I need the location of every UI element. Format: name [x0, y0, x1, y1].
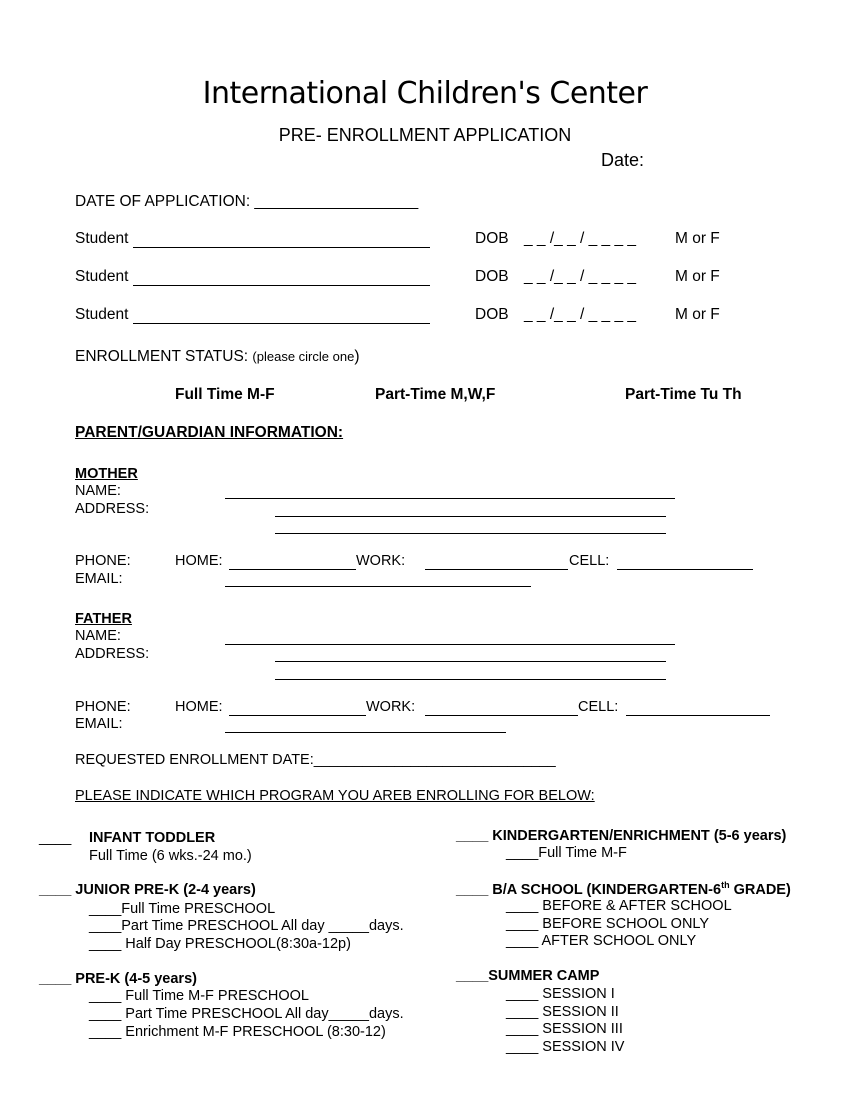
father-cell-phone-field[interactable] — [626, 715, 770, 716]
mother-name-label: NAME: — [75, 483, 121, 499]
ba-school-item[interactable]: ____ BEFORE & AFTER SCHOOL — [506, 898, 732, 914]
dob-label: DOB — [475, 230, 509, 247]
father-address-label: ADDRESS: — [75, 646, 150, 662]
father-heading: FATHER — [75, 611, 132, 627]
prek-item[interactable]: ____ Enrichment M-F PRESCHOOL (8:30-12) — [89, 1024, 386, 1040]
father-home-label: HOME: — [175, 699, 223, 715]
status-option-part-time-tuth[interactable]: Part-Time Tu Th — [625, 386, 742, 403]
mother-email-label: EMAIL: — [75, 571, 123, 587]
sex-field[interactable]: M or F — [675, 230, 720, 247]
junior-prek-item[interactable]: ____Part Time PRESCHOOL All day _____days. — [89, 918, 404, 934]
enrollment-status-close: ) — [354, 348, 360, 365]
father-home-phone-field[interactable] — [229, 715, 366, 716]
mother-cell-phone-field[interactable] — [617, 569, 753, 570]
status-option-part-time-mwf[interactable]: Part-Time M,W,F — [375, 386, 496, 403]
kindergarten-option[interactable]: ____ KINDERGARTEN/ENRICHMENT (5-6 years) — [456, 828, 787, 844]
infant-toddler-subtitle: Full Time (6 wks.-24 mo.) — [89, 848, 252, 864]
mother-work-phone-field[interactable] — [425, 569, 568, 570]
dob-field[interactable]: _ _ /_ _ / _ _ _ _ — [524, 230, 637, 247]
mother-address-field-2[interactable] — [275, 533, 666, 534]
father-address-field-1[interactable] — [275, 661, 666, 662]
summer-camp-session[interactable]: ____ SESSION I — [506, 986, 615, 1002]
father-name-field[interactable] — [225, 644, 675, 645]
father-work-phone-field[interactable] — [425, 715, 578, 716]
program-instruction: PLEASE INDICATE WHICH PROGRAM YOU AREB ENROLLING FOR BELOW: — [75, 788, 595, 804]
student-name-field[interactable] — [133, 285, 430, 286]
requested-enrollment-date-field[interactable]: REQUESTED ENROLLMENT DATE:______________________________ — [75, 752, 556, 768]
sex-field[interactable]: M or F — [675, 268, 720, 285]
enrollment-status-note: (please circle one — [252, 349, 355, 364]
kindergarten-item[interactable]: ____Full Time M-F — [506, 845, 627, 861]
mother-address-label: ADDRESS: — [75, 501, 150, 517]
enrollment-status-text: ENROLLMENT STATUS: — [75, 348, 253, 365]
ba-school-item[interactable]: ____ AFTER SCHOOL ONLY — [506, 933, 697, 949]
mother-phone-label: PHONE: — [75, 553, 131, 569]
father-name-label: NAME: — [75, 628, 121, 644]
father-cell-label: CELL: — [578, 699, 619, 715]
ba-school-title: ____ B/A SCHOOL (KINDERGARTEN-6 — [456, 881, 722, 898]
father-email-label: EMAIL: — [75, 716, 123, 732]
ba-school-item[interactable]: ____ BEFORE SCHOOL ONLY — [506, 916, 710, 932]
student-label: Student — [75, 230, 129, 247]
mother-name-field[interactable] — [225, 498, 675, 499]
prek-item[interactable]: ____ Part Time PRESCHOOL All day_____days. — [89, 1006, 404, 1022]
sex-field[interactable]: M or F — [675, 306, 720, 323]
junior-prek-item[interactable]: ____Full Time PRESCHOOL — [89, 901, 276, 917]
mother-work-label: WORK: — [356, 553, 406, 569]
date-label: Date: — [601, 150, 645, 170]
summer-camp-session[interactable]: ____ SESSION IV — [506, 1039, 625, 1055]
dob-label: DOB — [475, 268, 509, 285]
mother-heading: MOTHER — [75, 466, 138, 482]
summer-camp-session[interactable]: ____ SESSION II — [506, 1004, 619, 1020]
mother-email-field[interactable] — [225, 586, 531, 587]
status-option-full-time[interactable]: Full Time M-F — [175, 386, 275, 403]
junior-prek-option[interactable]: ____ JUNIOR PRE-K (2-4 years) — [39, 882, 256, 898]
mother-home-label: HOME: — [175, 553, 223, 569]
summer-camp-option[interactable]: ____SUMMER CAMP — [456, 968, 600, 984]
ba-school-sup: th — [721, 880, 730, 890]
student-name-field[interactable] — [133, 247, 430, 248]
prek-option[interactable]: ____ PRE-K (4-5 years) — [39, 971, 197, 987]
father-phone-label: PHONE: — [75, 699, 131, 715]
student-name-field[interactable] — [133, 323, 430, 324]
infant-toddler-checkbox[interactable]: ____ — [39, 830, 72, 846]
father-work-label: WORK: — [366, 699, 416, 715]
ba-school-option[interactable] — [456, 880, 791, 898]
enrollment-status-label — [75, 348, 359, 366]
summer-camp-session[interactable]: ____ SESSION III — [506, 1021, 623, 1037]
prek-item[interactable]: ____ Full Time M-F PRESCHOOL — [89, 988, 309, 1004]
mother-address-field-1[interactable] — [275, 516, 666, 517]
page-subtitle: PRE- ENROLLMENT APPLICATION — [278, 125, 572, 145]
page-title: International Children's Center — [202, 76, 648, 111]
parent-guardian-heading: PARENT/GUARDIAN INFORMATION: — [75, 424, 344, 441]
date-of-application-field[interactable]: DATE OF APPLICATION: ___________________ — [75, 193, 419, 210]
infant-toddler-title: INFANT TODDLER — [89, 830, 216, 846]
student-label: Student — [75, 306, 129, 323]
dob-label: DOB — [475, 306, 509, 323]
student-label: Student — [75, 268, 129, 285]
mother-home-phone-field[interactable] — [229, 569, 356, 570]
mother-cell-label: CELL: — [569, 553, 610, 569]
father-email-field[interactable] — [225, 732, 506, 733]
ba-school-title-end: GRADE) — [729, 881, 791, 898]
junior-prek-item[interactable]: ____ Half Day PRESCHOOL(8:30a-12p) — [89, 936, 351, 952]
dob-field[interactable]: _ _ /_ _ / _ _ _ _ — [524, 268, 637, 285]
father-address-field-2[interactable] — [275, 679, 666, 680]
dob-field[interactable]: _ _ /_ _ / _ _ _ _ — [524, 306, 637, 323]
